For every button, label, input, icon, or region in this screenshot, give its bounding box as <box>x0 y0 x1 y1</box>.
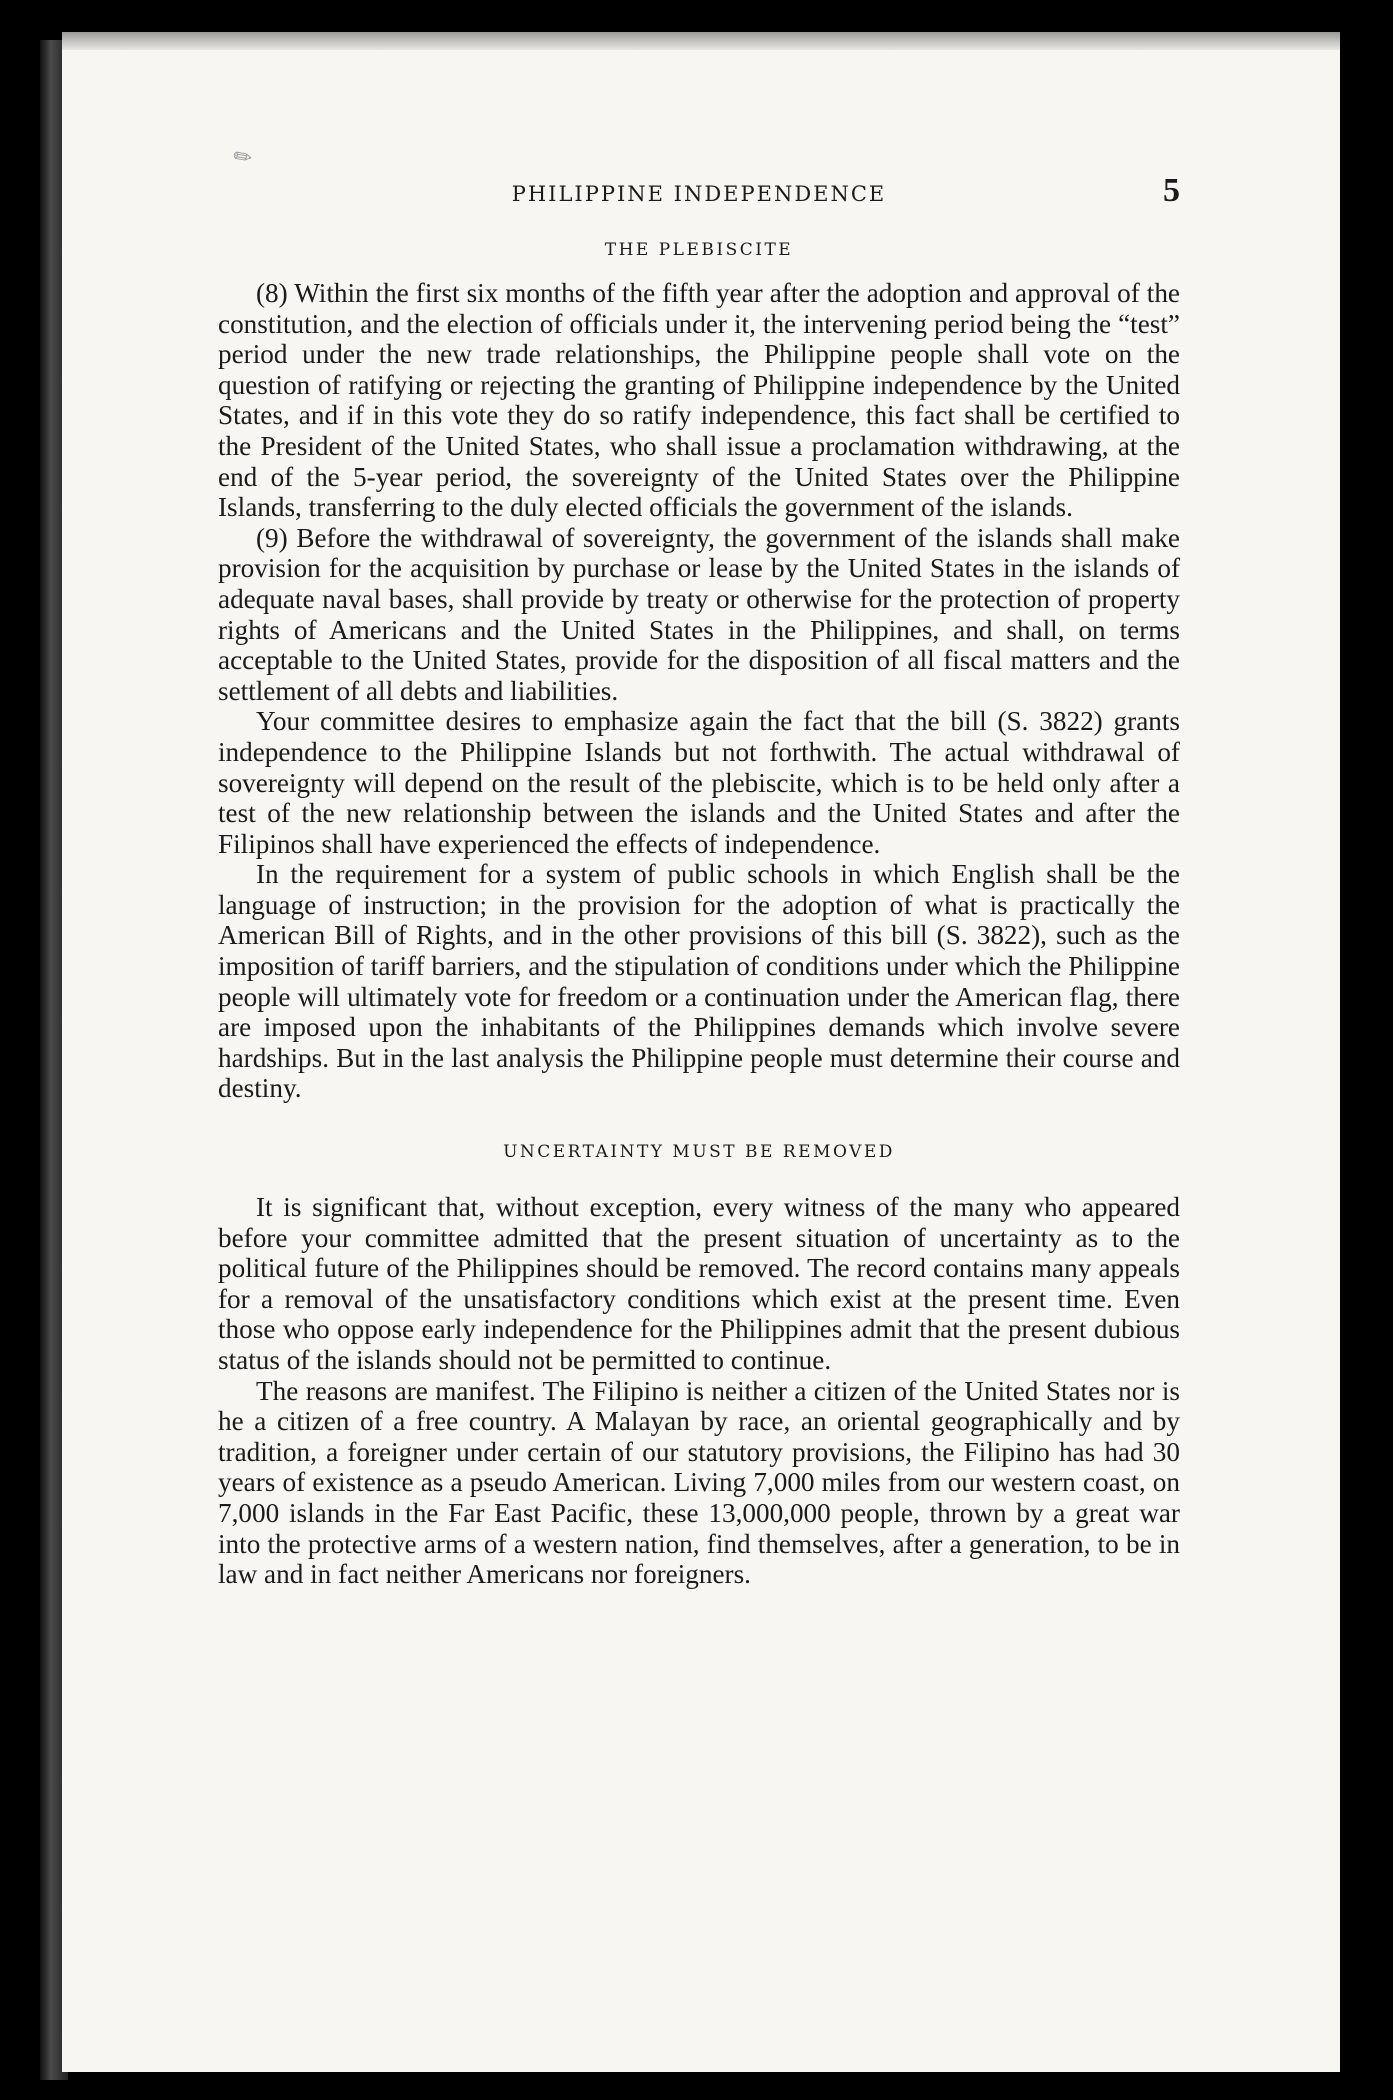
ink-mark-icon: ✎ <box>228 142 259 174</box>
section-heading-uncertainty: UNCERTAINTY MUST BE REMOVED <box>503 1142 895 1163</box>
running-head <box>218 170 1180 226</box>
paragraph: (9) Before the withdrawal of sovereignty, the government of the islands shall make provision for the acquisition by purchase or lease by the United States in the islands of adequate naval bases, shall provide by treaty or otherwise for the protection of property rights of Americans and the United States in the Philippines, and shall, on terms acceptable to the United States, provide for the disposition of all fiscal matters and the settlement of all debts and liabilities. <box>218 522 1180 706</box>
paragraph: The reasons are manifest. The Filipino is neither a citizen of the United States nor is he a citizen of a free country. A Malayan by race, an oriental geographically and by tradition, a foreigner under certain of our statutory provisions, the Filipino has had 30 years of existence as a pseudo American. Living 7,000 miles from our western coast, on 7,000 islands in the Far East Pacific, these 13,000,000 people, thrown by a great war into the protective arms of a western nation, find themselves, after a generation, to be in law and in fact neither Americans nor foreigners. <box>218 1375 1180 1590</box>
page-number: 5 <box>1163 172 1180 209</box>
running-title: PHILIPPINE INDEPENDENCE <box>511 182 887 206</box>
page-content <box>218 170 1180 1590</box>
page-top-edge <box>62 32 1340 50</box>
paragraph: It is significant that, without exception, every witness of the many who appeared before your committee admitted that the present situation of uncertainty as to the political future of the Philippines should be removed. The record contains many appeals for a removal of the unsatisfactory conditions which exist at the present time. Even those who oppose early independence for the Philippines admit that the present dubious status of the islands should not be permitted to continue. <box>218 1192 1180 1375</box>
section-heading-plebiscite: THE PLEBISCITE <box>604 240 794 260</box>
paragraph: Your committee desires to emphasize again the fact that the bill (S. 3822) grants independence to the Philippine Islands but not forthwith. The actual withdrawal of sovereignty will depend on the result of the plebiscite, which is to be held only after a test of the new relationship between the islands and the United States and after the Filipinos shall have experienced the effects of independence. <box>218 706 1180 859</box>
paragraph: In the requirement for a system of public schools in which English shall be the language of instruction; in the provision for the adoption of what is practically the American Bill of Rights, and in the other provisions of this bill (S. 3822), such as the imposition of tariff barriers, and the stipulation of conditions under which the Philippine people will ultimately vote for freedom or a continuation under the American flag, there are imposed upon the inhabitants of the Philippines demands which involve severe hardships. But in the last analysis the Philippine people must determine their course and destiny. <box>218 859 1180 1104</box>
paragraph: (8) Within the first six months of the fifth year after the adoption and approval of the constitution, and the election of officials under it, the intervening period being the “test” period under the new trade relationships, the Philippine people shall vote on the question of ratifying or rejecting the granting of Philippine independence by the United States, and if in this vote they do so ratify independence, this fact shall be certified to the President of the United States, who shall issue a proclamation withdrawing, at the end of the 5-year period, the sovereignty of the United States over the Philippine Islands, transferring to the duly elected officials the government of the islands. <box>218 278 1180 523</box>
